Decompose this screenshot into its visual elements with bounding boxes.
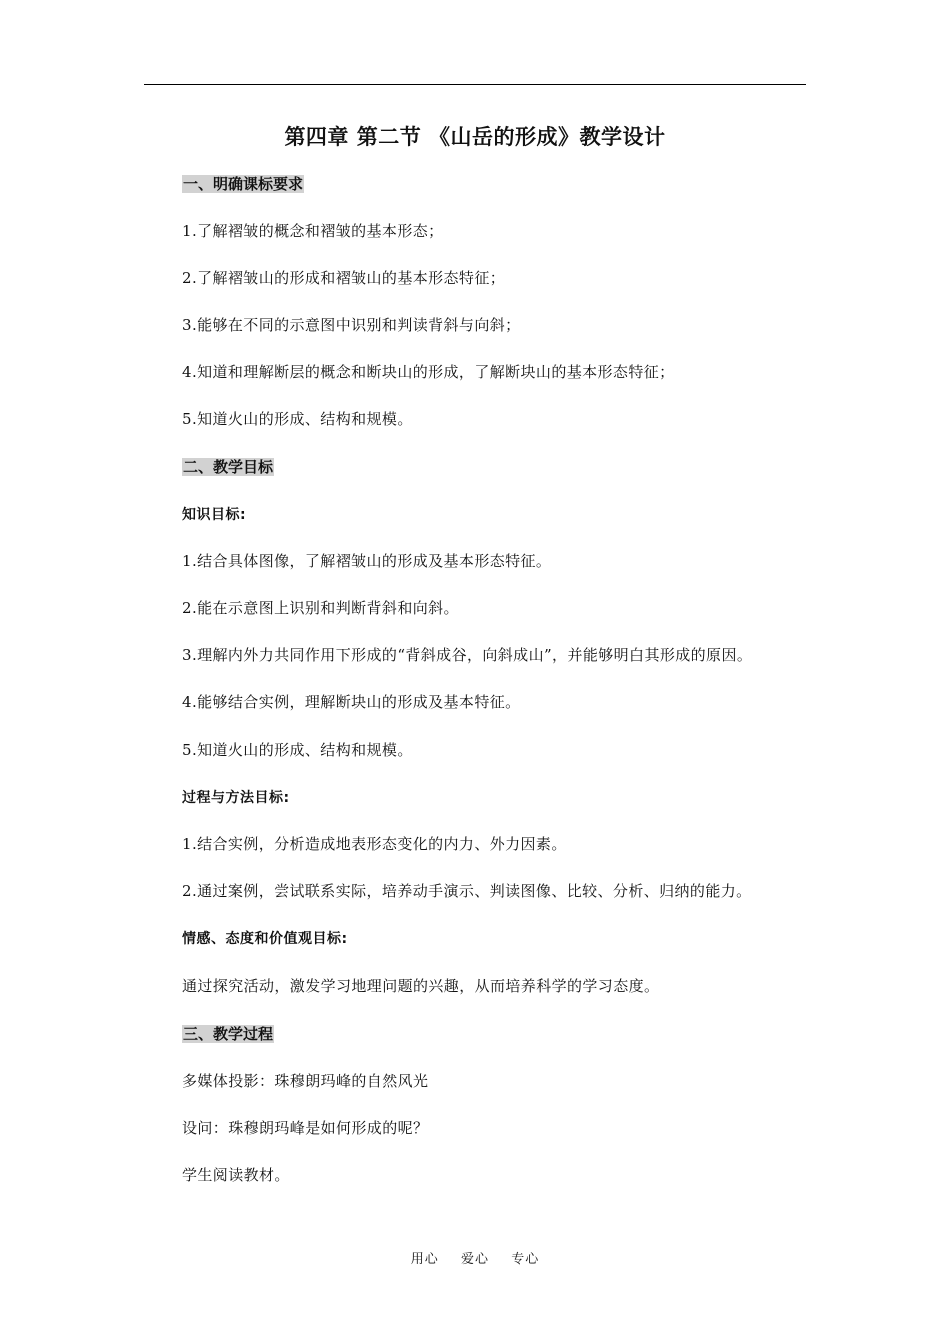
list-item: 1.了解褶皱的概念和褶皱的基本形态；	[182, 222, 444, 240]
page-footer: 用心 爱心 专心	[410, 1252, 540, 1267]
section-heading-label: 二、教学目标	[183, 458, 274, 476]
list-item: 多媒体投影：珠穆朗玛峰的自然风光	[182, 1072, 429, 1090]
list-item: 5.知道火山的形成、结构和规模。	[182, 410, 413, 428]
list-item: 5.知道火山的形成、结构和规模。	[182, 741, 413, 759]
list-item: 4.能够结合实例，理解断块山的形成及基本特征。	[182, 693, 521, 711]
list-item: 2.能在示意图上识别和判断背斜和向斜。	[182, 599, 459, 617]
list-item: 2.通过案例，尝试联系实际，培养动手演示、判读图像、比较、分析、归纳的能力。	[182, 882, 752, 900]
list-item: 1.结合实例，分析造成地表形态变化的内力、外力因素。	[182, 835, 567, 853]
list-item: 4.知道和理解断层的概念和断块山的形成，了解断块山的基本形态特征；	[182, 363, 675, 381]
list-item: 2.了解褶皱山的形成和褶皱山的基本形态特征；	[182, 269, 506, 287]
sub-heading-emotion: 情感、态度和价值观目标:	[182, 931, 348, 947]
list-item: 1.结合具体图像，了解褶皱山的形成及基本形态特征。	[182, 552, 552, 570]
header-rule	[144, 84, 806, 85]
list-item: 3.理解内外力共同作用下形成的“背斜成谷，向斜成山”，并能够明白其形成的原因。	[182, 646, 753, 664]
list-item: 设问：珠穆朗玛峰是如何形成的呢？	[182, 1119, 429, 1137]
list-item: 通过探究活动，激发学习地理问题的兴趣，从而培养科学的学习态度。	[182, 977, 660, 995]
section-heading-label: 一、明确课标要求	[183, 175, 304, 193]
section-heading-label: 三、教学过程	[183, 1025, 274, 1043]
list-item: 学生阅读教材。	[182, 1166, 290, 1184]
list-item: 3.能够在不同的示意图中识别和判读背斜与向斜；	[182, 316, 521, 334]
section-heading-curriculum	[182, 174, 304, 194]
document-title: 第四章 第二节 《山岳的形成》教学设计	[284, 124, 666, 149]
sub-heading-process: 过程与方法目标:	[182, 790, 290, 806]
section-heading-process	[182, 1024, 274, 1044]
section-heading-objectives	[182, 457, 274, 477]
sub-heading-knowledge: 知识目标:	[182, 507, 247, 523]
